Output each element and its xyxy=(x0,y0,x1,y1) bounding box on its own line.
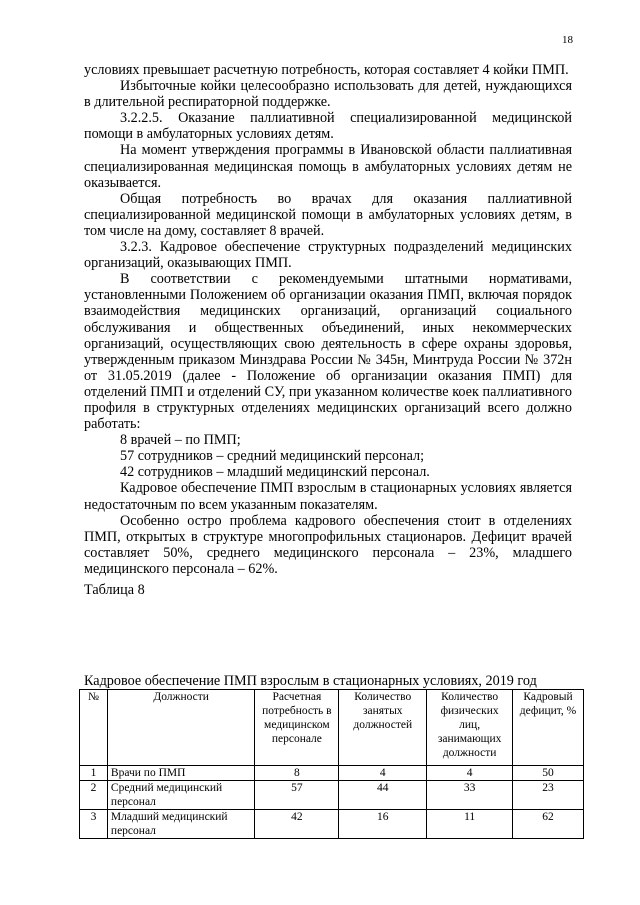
table-cell: 23 xyxy=(513,781,584,810)
table-cell: 2 xyxy=(80,781,108,810)
paragraph: Избыточные койки целесообразно использовать для детей, нуждающихся в длительной респираторной поддержке. xyxy=(84,78,572,111)
section-heading: 3.2.2.5. Оказание паллиативной специализированной медицинской помощи в амбулаторных условиях детям. xyxy=(84,110,572,143)
table-row xyxy=(80,781,584,810)
column-header: Количество занятых должностей xyxy=(339,690,427,766)
paragraph: Особенно остро проблема кадрового обеспечения стоит в отделениях ПМП, открытых в структуре многопрофильных стационаров. Дефицит врачей составляет 50%, среднего медицинского персонала – 23%, младшего медицинского персонала – 62%. xyxy=(84,512,572,577)
table-cell: 3 xyxy=(80,810,108,839)
column-header: Расчетная потребность в медицинском персонале xyxy=(255,690,339,766)
list-item: 42 сотрудников – младший медицинский персонал. xyxy=(120,464,430,481)
table-cell: 42 xyxy=(255,810,339,839)
table-cell: Средний медицинский персонал xyxy=(107,781,254,810)
body-text xyxy=(84,62,572,598)
table-cell: 4 xyxy=(339,766,427,781)
table-row xyxy=(80,766,584,781)
table-cell: 33 xyxy=(427,781,513,810)
column-header: Количество физических лиц, занимающих должности xyxy=(427,690,513,766)
paragraph: На момент утверждения программы в Ивановской области паллиативная специализированная медицинская помощь в амбулаторных условиях детям не оказывается. xyxy=(84,142,572,191)
table-cell: 1 xyxy=(80,766,108,781)
table-cell: Младший медицинский персонал xyxy=(107,810,254,839)
paragraph: В соответствии с рекомендуемыми штатными нормативами, установленными Положением об организации оказания ПМП, включая порядок взаимодействия медицинских организаций, организаций социального обслуживания и общественных объединений, иных некоммерческих организаций, осуществляющих свою деятельность в сфере охраны здоровья, утвержденным приказом Минздрава России № 345н, Минтруда России № 372н от 31.05.2019 (далее - Положение об организации оказания ПМП) для отделений ПМП и отделений СУ, при указанном количестве коек паллиативного профиля в структурных отделениях медицинских организаций всего должно работать: xyxy=(84,271,572,433)
table-cell: 50 xyxy=(513,766,584,781)
table-cell: 57 xyxy=(255,781,339,810)
paragraph: Общая потребность во врачах для оказания паллиативной специализированной медицинской помощи в амбулаторных условиях детям, в том числе на дому, составляет 8 врачей. xyxy=(84,190,572,239)
column-header: Должности xyxy=(107,690,254,766)
table-header-row xyxy=(80,690,584,766)
table-cell: 44 xyxy=(339,781,427,810)
table-cell: 62 xyxy=(513,810,584,839)
section-heading: 3.2.3. Кадровое обеспечение структурных подразделений медицинских организаций, оказывающих ПМП. xyxy=(84,239,572,272)
paragraph: Кадровое обеспечение ПМП взрослым в стационарных условиях является недостаточным по всем указанным показателям. xyxy=(84,480,572,513)
list-item: 57 сотрудников – средний медицинский персонал; xyxy=(120,448,425,465)
paragraph: условиях превышает расчетную потребность, которая составляет 4 койки ПМП. xyxy=(84,62,569,78)
list-item: 8 врачей – по ПМП; xyxy=(120,432,241,449)
table-cell: 8 xyxy=(255,766,339,781)
column-header: Кадровый дефицит, % xyxy=(513,690,584,766)
staffing-table xyxy=(79,689,584,839)
table-cell: Врачи по ПМП xyxy=(107,766,254,781)
table-row xyxy=(80,810,584,839)
column-header: № xyxy=(80,690,108,766)
table-caption: Кадровое обеспечение ПМП взрослым в стационарных условиях, 2019 год xyxy=(84,673,537,689)
table-cell: 16 xyxy=(339,810,427,839)
table-cell: 4 xyxy=(427,766,513,781)
page-number: 18 xyxy=(562,34,573,46)
table-cell: 11 xyxy=(427,810,513,839)
table-label: Таблица 8 xyxy=(84,582,145,598)
